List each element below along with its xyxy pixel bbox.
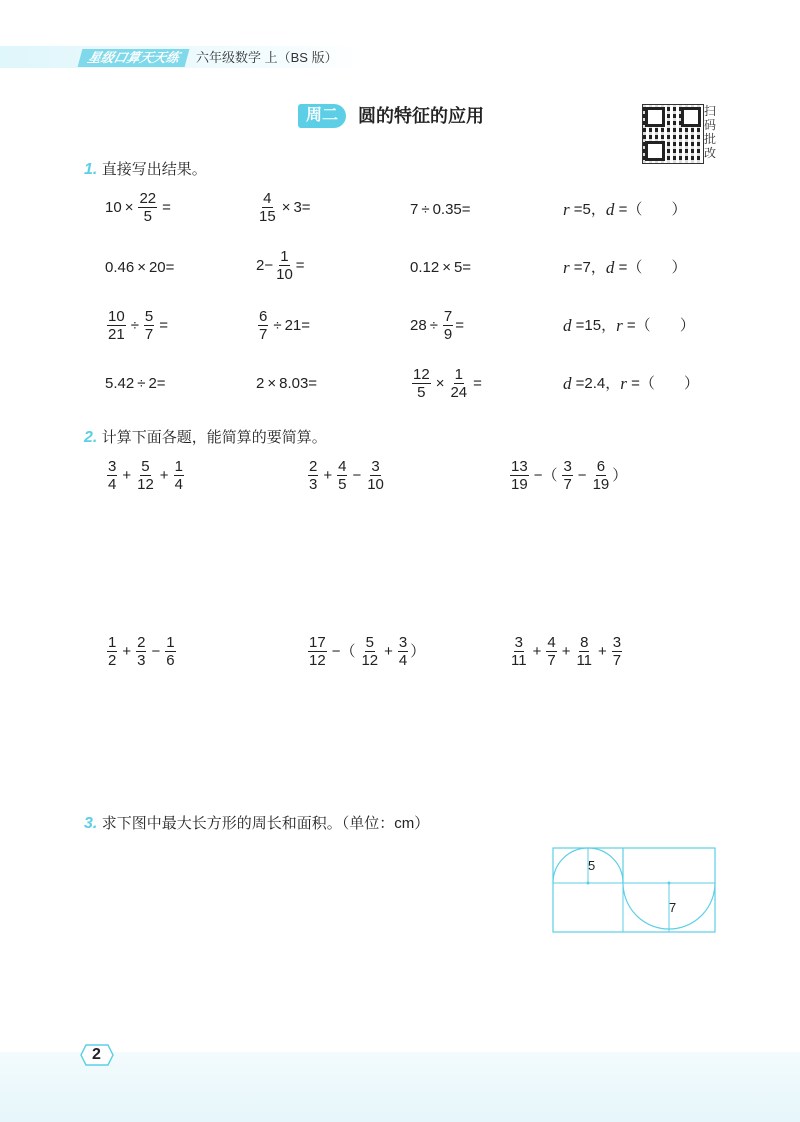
book-title: 六年级数学 上（BS 版） [196,50,338,65]
q1-item: d =2.4， r =（ ） [563,374,700,393]
q1-item: 7 ÷ 0.35= [410,201,471,218]
q1-item: 28 ÷ $\frac{7}{9}$ = [410,308,465,343]
q1-item: 2 × 8.03= [256,375,318,392]
q1-item: 0.12 × 5= [410,259,472,276]
q2-item: $\frac{13}{19}$ −（ $\frac{3}{7}$ − $\frac{6}{19}$ ） [511,458,628,493]
q1-item: $\frac{6}{7}$ ÷ 21= [259,308,311,343]
q1-item: d =15， r =（ ） [563,316,695,335]
q1-item: $\frac{12}{5}$ × $\frac{1}{24}$ = [413,366,482,401]
brand-label: 星级口算天天练 [78,49,190,67]
q2-item: $\frac{2}{3}$ + $\frac{4}{5}$ − $\frac{3}{10}$ [309,458,384,493]
radius-label-large: 7 [669,900,677,915]
question-1-heading: 1. 直接写出结果。 [84,161,207,178]
page-number: 2 [92,1046,101,1063]
week-badge: 周二 [298,104,346,128]
qr-code-icon[interactable] [642,104,704,164]
scan-label: 扫 码 批 改 [704,104,717,160]
question-3-heading: 3. 求下图中最大长方形的周长和面积。（单位：cm） [84,815,430,832]
footer-band [0,1052,800,1122]
q1-item: 5.42 ÷ 2= [105,375,166,392]
radius-label-small: 5 [588,858,596,873]
q2-item: $\frac{3}{11}$ + $\frac{4}{7}$ + $\frac{8}{11}$ + $\frac{3}{7}$ [511,634,622,669]
q1-item: r =5， d =（ ） [563,200,687,219]
rectangle-circles-figure [548,842,720,936]
question-2-heading: 2. 计算下面各题，能简算的要简算。 [84,429,327,446]
q1-item: $\frac{4}{15}$ × 3= [259,190,311,225]
q2-item: $\frac{3}{4}$ + $\frac{5}{12}$ + $\frac{1}{4}$ [108,458,183,493]
q1-item: 10 × $\frac{22}{5}$ = [105,190,171,225]
q1-item: r =7， d =（ ） [563,258,687,277]
q2-item: $\frac{17}{12}$ −（ $\frac{5}{12}$ + $\frac{3}{4}$ ） [309,634,426,669]
q1-item: $\frac{10}{21}$ ÷ $\frac{5}{7}$ = [108,308,169,343]
q2-item: $\frac{1}{2}$ + $\frac{2}{3}$ − $\frac{1}{6}$ [108,634,175,669]
q1-item: 2− $\frac{1}{10}$ = [256,248,305,283]
q1-item: 0.46 × 20= [105,259,175,276]
page-title: 圆的特征的应用 [358,106,484,126]
